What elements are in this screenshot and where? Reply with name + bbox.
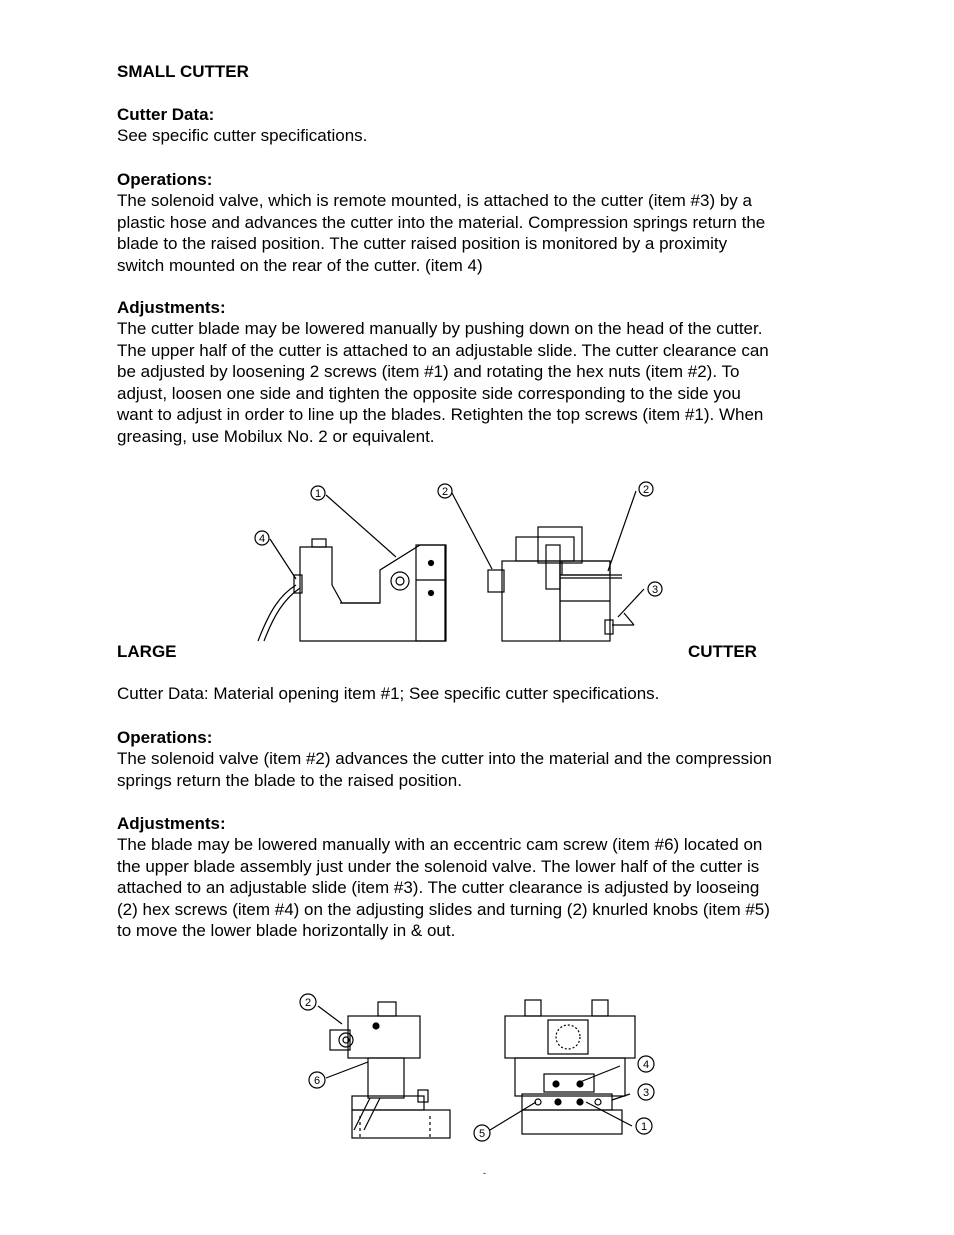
small-cutter-adjustments-line: want to adjust in order to line up the blades. Retighten the top screws (item #1). When	[117, 405, 764, 425]
svg-text:1: 1	[314, 488, 322, 500]
large-cutter-title-right: CUTTER	[688, 642, 757, 661]
svg-text:3: 3	[642, 1087, 650, 1099]
large-cutter-diagram	[290, 990, 670, 1145]
svg-text:3: 3	[651, 584, 659, 596]
svg-text:4: 4	[258, 533, 266, 545]
svg-text:2: 2	[304, 997, 312, 1009]
svg-text:4: 4	[642, 1059, 650, 1071]
svg-text:2: 2	[642, 484, 650, 496]
callout-2	[300, 994, 316, 1010]
small-cutter-side-view	[258, 539, 446, 641]
large-cutter-adjustments-heading: Adjustments:	[117, 814, 226, 833]
large-cutter-title-left: LARGE	[117, 642, 177, 661]
svg-text:2: 2	[441, 486, 449, 498]
callout-4	[255, 531, 269, 545]
large-cutter-adjustments-line: the upper blade assembly just under the solenoid valve. The lower half of the cutter is	[117, 856, 760, 876]
large-cutter-data-text: Cutter Data: Material opening item #1; See specific cutter specifications.	[117, 684, 660, 703]
small-cutter-operations-line: switch mounted on the rear of the cutter. (item 4)	[117, 255, 483, 275]
large-cutter-adjustments-line: (2) hex screws (item #4) on the adjusting slides and turning (2) knurled knobs (item #5)	[117, 899, 770, 919]
callout-5	[474, 1125, 490, 1141]
callout-4	[638, 1056, 654, 1072]
small-cutter-adjustments-line: be adjusted by loosening 2 screws (item #1) and rotating the hex nuts (item #2). To	[117, 362, 740, 382]
callout-1	[311, 486, 325, 500]
small-cutter-front-view	[488, 527, 634, 641]
callout-2	[438, 484, 452, 498]
large-cutter-front-view	[505, 1000, 635, 1134]
large-cutter-operations-heading: Operations:	[117, 728, 213, 747]
small-cutter-data-heading: Cutter Data:	[117, 105, 215, 124]
svg-text:6: 6	[313, 1075, 321, 1087]
callout-6	[309, 1072, 325, 1088]
large-cutter-adjustments-line: attached to an adjustable slide (item #3). The cutter clearance is adjusted by looseing	[117, 878, 760, 898]
callout-1	[636, 1118, 652, 1134]
large-cutter-operations-line: The solenoid valve (item #2) advances the cutter into the material and the compression	[117, 749, 772, 768]
small-cutter-operations-line: The solenoid valve, which is remote mounted, is attached to the cutter (item #3) by a	[117, 191, 752, 210]
small-cutter-adjustments-heading: Adjustments:	[117, 298, 226, 317]
small-cutter-operations-line: blade to the raised position. The cutter raised position is monitored by a proximity	[117, 234, 728, 254]
callout-3	[648, 582, 662, 596]
callout-2	[639, 482, 653, 496]
small-cutter-adjustments-line: The cutter blade may be lowered manually by pushing down on the head of the cutter.	[117, 319, 763, 338]
large-cutter-adjustments-line: to move the lower blade horizontally in & out.	[117, 921, 456, 941]
small-cutter-diagram	[240, 475, 680, 650]
small-cutter-data-text: See specific cutter specifications.	[117, 126, 368, 145]
svg-text:1: 1	[640, 1121, 648, 1133]
small-cutter-adjustments-line: greasing, use Mobilux No. 2 or equivalent.	[117, 427, 435, 446]
callout-3	[638, 1084, 654, 1100]
small-cutter-title: SMALL CUTTER	[117, 62, 249, 81]
large-cutter-adjustments-line: The blade may be lowered manually with an eccentric cam screw (item #6) located on	[117, 835, 763, 854]
svg-text:5: 5	[478, 1128, 486, 1140]
small-cutter-adjustments-line: adjust, loosen one side and tighten the opposite side corresponding to the side you	[117, 383, 741, 403]
footer-mark: -	[483, 1168, 486, 1178]
small-cutter-adjustments-line: The upper half of the cutter is attached to an adjustable slide. The cutter clearance can	[117, 340, 769, 360]
small-cutter-operations-line: plastic hose and advances the cutter into the material. Compression springs return the	[117, 212, 766, 232]
large-cutter-operations-line: springs return the blade to the raised position.	[117, 770, 462, 790]
small-cutter-operations-heading: Operations:	[117, 170, 213, 189]
